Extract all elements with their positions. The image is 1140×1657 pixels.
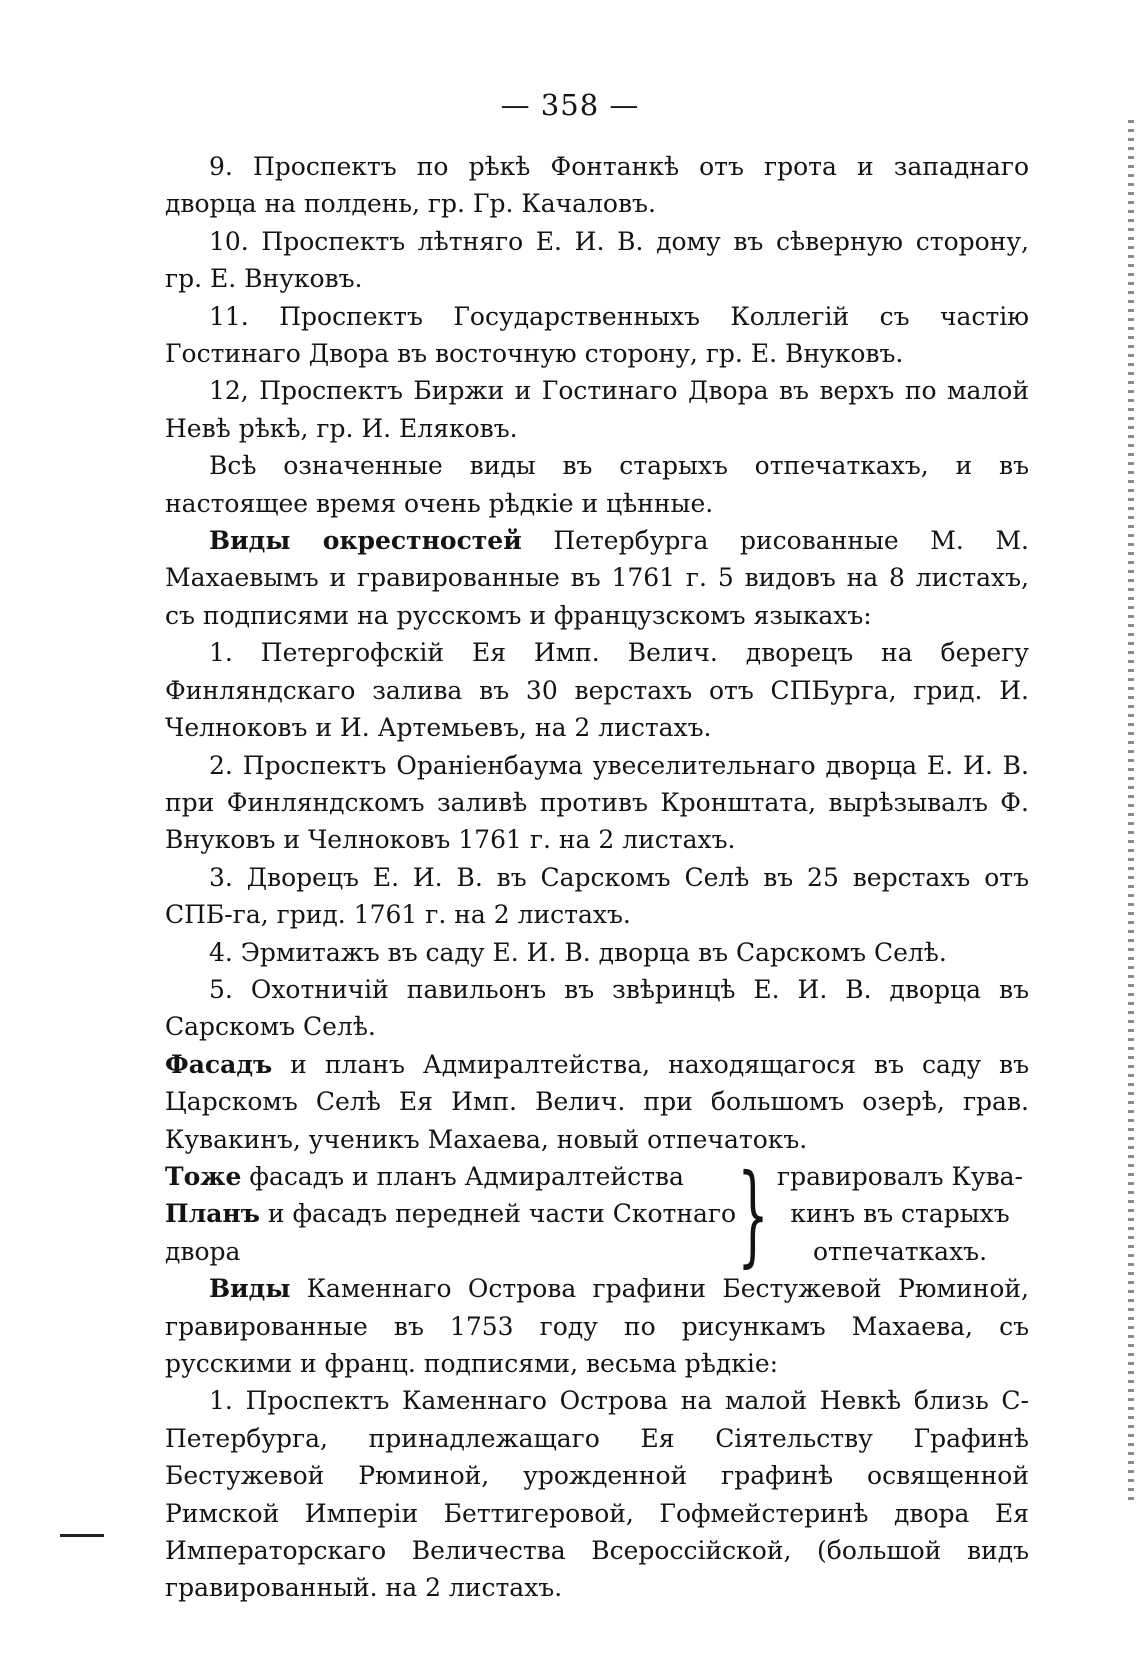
entry-text: 3. Дворецъ Е. И. В. въ Сарскомъ Селѣ въ 25 верстахъ отъ СПБ-га, грид. 1761 г. на 2 листахъ. [165, 862, 1029, 930]
note-paragraph [165, 447, 1029, 522]
bracket-text: и фасадъ передней части Скотнаго [259, 1199, 737, 1229]
bracket-text: фасадъ и планъ Адмиралтейства [241, 1161, 684, 1191]
section-facade [165, 1046, 1029, 1158]
bracket-left-column [165, 1158, 735, 1270]
entry-text: 12, Проспектъ Биржи и Гостинаго Двора въ верхъ по малой Невѣ рѣкѣ, гр. И. Еляковъ. [165, 376, 1029, 443]
entry-text: 2. Проспектъ Ораніенбаума увеселительнаго дворца Е. И. В. при Финляндскомъ заливѣ противъ Кронштата, вырѣзывалъ Ф. Внуковъ и Челноковъ 1761 г. на 2 листахъ. [165, 750, 1029, 855]
bracket-line [165, 1195, 735, 1232]
section-lead: Фасадъ [165, 1049, 273, 1079]
entry-text: 5. Охотничій павильонъ въ звѣринцѣ Е. И. В. дворца въ Сарскомъ Селѣ. [165, 974, 1029, 1042]
page-number: — 358 — [500, 88, 640, 122]
note-text: Всѣ означенные виды въ старыхъ отпечаткахъ, и въ настоящее время очень рѣдкіе и цѣнные. [165, 451, 1029, 518]
bracket-text: двора [165, 1236, 241, 1266]
entry-text: 1. Петергофскій Ея Имп. Велич. дворецъ на берегу Финляндскаго залива въ 30 верстахъ отъ СПБурга, грид. И. Челноковъ и И. Артемьевъ, на 2 листахъ. [165, 638, 1029, 743]
environs-entry-4 [165, 934, 1029, 971]
entry-12 [165, 372, 1029, 447]
bracket-right-line: отпечаткахъ. [812, 1236, 988, 1266]
binding-edge-marks [1128, 120, 1134, 1500]
environs-entry-3 [165, 859, 1029, 934]
curly-brace: } [737, 1150, 769, 1279]
environs-entry-2 [165, 747, 1029, 859]
bracket-right-line: гравировалъ Кува- [777, 1161, 1023, 1191]
environs-entry-1 [165, 634, 1029, 746]
section-views-environs [165, 522, 1029, 634]
entry-text: 10. Проспектъ лѣтняго Е. И. В. дому въ сѣверную сторону, гр. Е. Внуковъ. [165, 226, 1029, 294]
section-lead: Виды [209, 1274, 291, 1304]
entry-11 [165, 298, 1029, 373]
section-text: Петербурга рисованные М. М. Махаевымъ и гравированные въ 1761 г. 5 видовъ на 8 листахъ, съ подписями на русскомъ и французскомъ языкахъ: [165, 526, 1029, 630]
entry-text: 1. Проспектъ Каменнаго Острова на малой Невкѣ близь С-Петербурга, принадлежащаго Ея Сіятельству Графинѣ Бестужевой Рюминой, урожденной графинѣ освященной Римской Имперіи Беттигеровой, Гофмейстеринѣ двора Ея Императорскаго Величества Всероссійской, (большой видъ гравированный. на 2 листахъ. [165, 1386, 1029, 1603]
kamenny-entry-1 [165, 1382, 1029, 1606]
bracket-line [165, 1233, 735, 1270]
body-text [165, 148, 1029, 1607]
bracket-right-line: кинъ въ старыхъ [790, 1199, 1010, 1229]
section-text: Каменнаго Острова графини Бестужевой Рюминой, гравированные въ 1753 году по рисункамъ Махаева, съ русскими и франц. подписями, весьма рѣдкіе: [165, 1274, 1029, 1378]
bracketed-entries [165, 1150, 1029, 1279]
margin-dash-mark [60, 1534, 104, 1537]
entry-10 [165, 223, 1029, 298]
entry-9 [165, 148, 1029, 223]
entry-text: 4. Эрмитажъ въ саду Е. И. В. дворца въ Сарскомъ Селѣ. [209, 937, 947, 967]
section-text: и планъ Адмиралтейства, находящагося въ саду въ Царскомъ Селѣ Ея Имп. Велич. при большомъ озерѣ, грав. Кувакинъ, ученикъ Махаева, новый отпечатокъ. [165, 1049, 1029, 1154]
bracket-lead: Тоже [165, 1161, 242, 1191]
entry-text: 11. Проспектъ Государственныхъ Коллегій съ частію Гостинаго Двора въ восточную сторону, гр. Е. Внуковъ. [165, 301, 1029, 369]
bracket-right-column [771, 1158, 1029, 1270]
entry-text: 9. Проспектъ по рѣкѣ Фонтанкѣ отъ грота и западнаго дворца на полдень, гр. Гр. Качаловъ. [165, 152, 1029, 219]
section-lead: Виды окрестностей [209, 526, 522, 556]
bracket-line [165, 1158, 735, 1195]
section-kamenny-views [165, 1270, 1029, 1382]
environs-entry-5 [165, 971, 1029, 1046]
bracket-lead: Планъ [165, 1199, 260, 1229]
